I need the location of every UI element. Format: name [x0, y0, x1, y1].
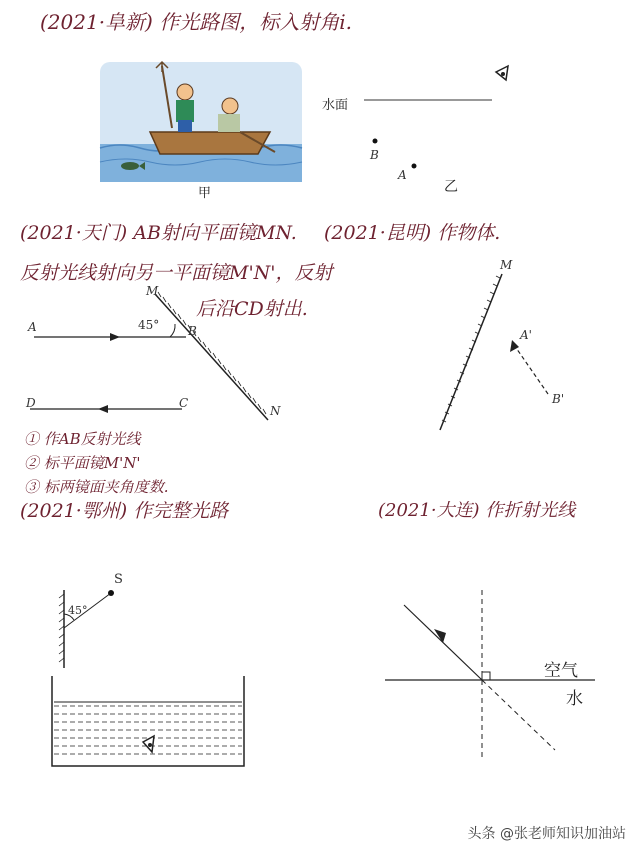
q4-label-s: S — [114, 572, 123, 587]
q2-label-d: D — [26, 396, 36, 410]
q3-label-m: M — [500, 258, 513, 272]
point-b — [373, 139, 378, 144]
water-label: 水 — [566, 689, 583, 709]
caption-yi: 乙 — [444, 179, 458, 195]
figure-yi — [360, 60, 520, 180]
q2-heading-line3: 后沿CD射出. — [196, 298, 308, 320]
point-a-label: A — [398, 168, 407, 182]
q3-label-a: A' — [520, 328, 532, 342]
q2-diagram — [0, 280, 300, 430]
q4-angle-label: 45° — [68, 604, 88, 617]
q1-heading: (2021·阜新) 作光路图，标入射角i. — [40, 10, 352, 34]
q2-task2: ② 标平面镜M'N' — [24, 454, 141, 472]
q3-label-b: B' — [552, 392, 565, 406]
water-surface-label: 水面 — [322, 98, 349, 113]
q2-task3: ③ 标两镜面夹角度数. — [24, 478, 169, 496]
caption-jia: 甲 — [198, 186, 212, 201]
light-source-dot — [108, 590, 114, 596]
q2-label-n: N — [270, 404, 281, 418]
q2-label-a: A — [28, 320, 37, 334]
watermark: 头条 @张老师知识加油站 — [467, 826, 626, 842]
boat-illustration — [100, 62, 302, 182]
q2-label-c: C — [179, 396, 189, 410]
q2-label-b: B — [188, 324, 197, 338]
point-a — [412, 164, 417, 169]
q5-heading: (2021·大连) 作折射光线 — [378, 500, 576, 521]
q2-angle-label: 45° — [138, 318, 160, 332]
q4-heading: (2021·鄂州) 作完整光路 — [20, 500, 229, 522]
q2-label-m: M — [146, 284, 159, 298]
q2-heading-line1: (2021·天门) AB射向平面镜MN. — [20, 222, 297, 244]
point-b-label: B — [370, 148, 379, 162]
q3-diagram — [430, 270, 580, 440]
air-label: 空气 — [544, 661, 578, 681]
q2-heading-line2: 反射光线射向另一平面镜M'N'，反射 — [20, 262, 333, 284]
q2-task1: ① 作AB反射光线 — [24, 430, 141, 448]
q3-heading: (2021·昆明) 作物体. — [324, 222, 501, 244]
